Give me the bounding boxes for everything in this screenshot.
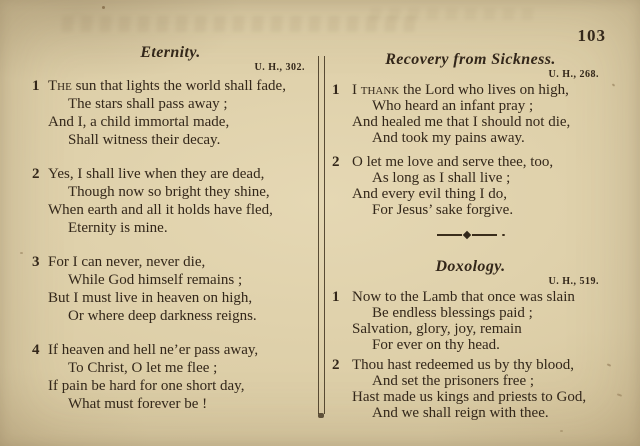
verse-line: Who heard an infant pray ; <box>372 98 534 114</box>
verse-line: And healed me that I should not die, <box>352 114 571 130</box>
verse-line: Hast made us kings and priests to God, <box>352 389 587 405</box>
ornament-dot <box>502 234 505 237</box>
page-showthrough <box>370 8 541 20</box>
ink-speck <box>20 252 23 254</box>
verse-line: And every evil thing I do, <box>352 186 507 202</box>
ink-speck <box>612 83 616 86</box>
verse-1 <box>330 82 611 146</box>
verse-2 <box>330 154 611 218</box>
hymn-divider-ornament <box>330 232 611 238</box>
opening-prefix: I <box>352 82 361 98</box>
verse-line: Now to the Lamb that once was slain <box>352 289 575 305</box>
verse-line: Yes, I shall live when they are dead, <box>48 166 265 182</box>
verse-1 <box>330 289 611 353</box>
hymn-reference: U. H., 302. <box>254 62 305 73</box>
verse-number: 2 <box>32 166 40 182</box>
verse-number: 3 <box>32 254 40 270</box>
hymn-title: Doxology. <box>435 258 506 275</box>
verse-line: Shall witness their decay. <box>68 132 221 148</box>
verse-number: 1 <box>332 82 340 98</box>
column-divider-rule <box>318 56 325 414</box>
verse-3 <box>30 253 311 325</box>
verse-line: And took my pains away. <box>372 130 525 146</box>
verse-line: Thou hast redeemed us by thy blood, <box>352 357 575 373</box>
verse-line: As long as I shall live ; <box>372 170 511 186</box>
verse-line: When earth and all it holds have fled, <box>48 202 273 218</box>
page-showthrough <box>61 16 422 32</box>
ornament-diamond <box>462 231 470 239</box>
verse-line <box>352 82 611 98</box>
verse-number: 2 <box>332 154 340 170</box>
verse-1 <box>30 77 311 149</box>
verse-line: Though now so bright they shine, <box>68 184 270 200</box>
small-caps-opening: thank <box>360 82 400 98</box>
verse-line: The stars shall pass away ; <box>68 96 228 112</box>
verse-line: If heaven and hell ne’er pass away, <box>48 342 259 358</box>
verse-line: If pain be hard for one short day, <box>48 378 245 394</box>
verse-number: 4 <box>32 342 40 358</box>
verse-line: O let me love and serve thee, too, <box>352 154 554 170</box>
verse-number: 1 <box>32 78 40 94</box>
verse-4 <box>30 341 311 413</box>
verse-line: Or where deep darkness reigns. <box>68 308 257 324</box>
hymn-reference: U. H., 268. <box>548 69 599 80</box>
hymn-reference: U. H., 519. <box>548 276 599 287</box>
small-caps-opening: The <box>48 78 72 94</box>
hymn-doxology <box>330 258 611 421</box>
verse-number: 2 <box>332 357 340 373</box>
verse-line: Salvation, glory, joy, remain <box>352 321 522 337</box>
left-column <box>30 44 311 413</box>
verse-2 <box>330 357 611 421</box>
verse-line: For ever on thy head. <box>372 337 500 353</box>
ink-speck <box>102 6 105 9</box>
opening-rest: sun that lights the world shall fade, <box>71 78 286 94</box>
verse-line: And we shall reign with thee. <box>372 405 549 421</box>
ornament-bar <box>472 234 497 236</box>
hymn-recovery-from-sickness <box>330 51 611 218</box>
verse-line: What must forever be ! <box>68 396 208 412</box>
verse-line: For I can never, never die, <box>48 254 206 270</box>
verse-number: 1 <box>332 289 340 305</box>
verse-line: While God himself remains ; <box>68 272 243 288</box>
ink-speck <box>560 430 563 432</box>
ornament-bar <box>437 234 462 236</box>
hymn-title: Recovery from Sickness. <box>385 51 556 68</box>
opening-rest: the Lord who lives on high, <box>399 82 569 98</box>
page-number: 103 <box>577 26 606 45</box>
verse-line: Be endless blessings paid ; <box>372 305 533 321</box>
verse-line: And I, a child immortal made, <box>48 114 230 130</box>
verse-line: Eternity is mine. <box>68 220 168 236</box>
verse-line: But I must live in heaven on high, <box>48 290 253 306</box>
hymn-title: Eternity. <box>140 44 201 61</box>
verse-line: To Christ, O let me flee ; <box>68 360 218 376</box>
verse-line: And set the prisoners free ; <box>372 373 535 389</box>
verse-2 <box>30 165 311 237</box>
hymn-eternity <box>30 44 311 413</box>
verse-line: For Jesus’ sake forgive. <box>372 202 514 218</box>
right-column <box>330 51 611 425</box>
verse-line <box>48 77 311 95</box>
ink-speck <box>617 393 622 397</box>
